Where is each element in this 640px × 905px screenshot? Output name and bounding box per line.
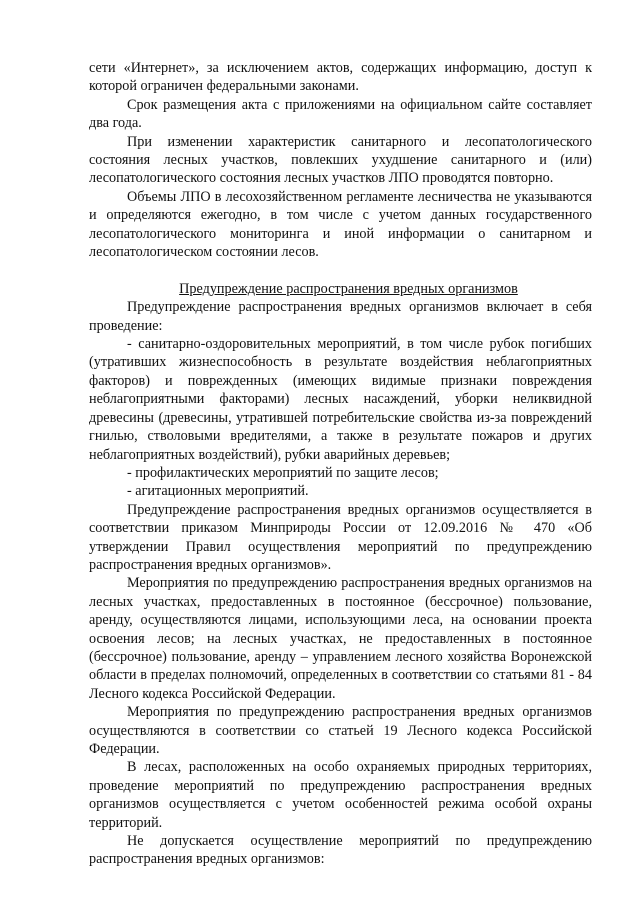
paragraph-bottom-3: Мероприятия по предупреждению распространения вредных организмов осуществляются в соответствии со статьей 19 Лесного кодекса Российской Федерации. <box>89 704 592 758</box>
paragraph-top-1: сети «Интернет», за исключением актов, содержащих информацию, доступ к которой ограничен федеральными законами. <box>89 60 592 95</box>
section-heading: Предупреждение распространения вредных организмов <box>179 280 518 297</box>
paragraph-top-2: Срок размещения акта с приложениями на официальном сайте составляет два года. <box>89 96 592 132</box>
paragraph-bottom-2: Мероприятия по предупреждению распространения вредных организмов на лесных участках, предоставленных в постоянное (бессрочное) пользование, аренду, осуществляются лицами, использующими леса, на основании проекта освоения лесов; на лесных участках, не предоставленных в постоянное (бессрочное) пользование, аренду – управлением лесного хозяйства Воронежской области в пределах полномочий, определенных в соответствии со статьями 81 - 84 Лесного кодекса Российской Федерации. <box>89 575 592 702</box>
list-item-2: - профилактических мероприятий по защите лесов; <box>127 464 439 481</box>
paragraph-top-4: Объемы ЛПО в лесохозяйственном регламенте лесничества не указываются и определяются ежегодно, в том числе с учетом данных государственного лесопатологического мониторинга и иной информации о санитарном и лесопатологическом состоянии лесов. <box>89 188 592 261</box>
paragraph-bottom-5: Не допускается осуществление мероприятий по предупреждению распространения вредных организмов: <box>89 833 592 868</box>
list-item-3: - агитационных мероприятий. <box>127 483 309 500</box>
paragraph-top-3: При изменении характеристик санитарного и лесопатологического состояния лесных участков, повлекших ухудшение санитарного и (или) лесопатологического состояния лесных участков ЛПО проводятся повторно. <box>89 133 592 187</box>
section-intro: Предупреждение распространения вредных организмов включает в себя проведение: <box>89 299 592 334</box>
list-item-1: - санитарно-оздоровительных мероприятий, в том числе рубок погибших (утративших жизнеспособность в результате воздействия неблагоприятных факторов) и поврежденных (имеющих видимые признаки повреждения неблагоприятными факторами) лесных насаждений, уборки неликвидной древесины (древесины, утратившей потребительские свойства из-за повреждений гнилью, стволовыми вредителями, а также в результате пожаров и других неблагоприятных воздействий), рубки аварийных деревьев; <box>89 336 592 463</box>
section-gap <box>89 261 592 279</box>
paragraph-bottom-4: В лесах, расположенных на особо охраняемых природных территориях, проведение мероприятий по предупреждению распространения вредных организмов осуществляется с учетом особенностей режима особой охраны территорий. <box>89 759 592 831</box>
paragraph-bottom-1: Предупреждение распространения вредных организмов осуществляется в соответствии приказом Минприроды России от 12.09.2016 № 470 «Об утверждении Правил осуществления мероприятий по предупреждению распространения вредных организмов». <box>89 501 592 573</box>
